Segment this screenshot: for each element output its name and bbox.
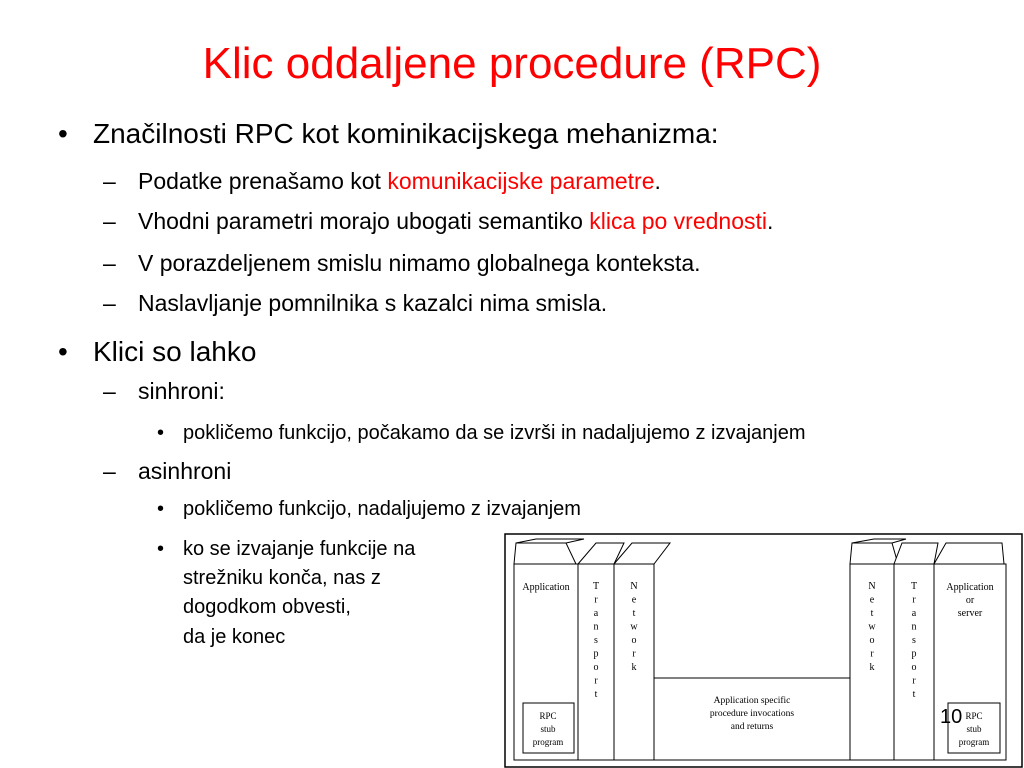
- transport-letter: r: [912, 675, 916, 687]
- transport-letter: r: [594, 675, 598, 687]
- transport-letter: a: [593, 608, 599, 619]
- transport-letter: p: [911, 648, 917, 660]
- client-stub-l3: program: [532, 737, 564, 747]
- server-app-l3: server: [957, 608, 983, 619]
- notify-line-3: dogodkom obvesti,: [183, 596, 351, 618]
- bullet-marker: •: [157, 498, 165, 520]
- dash-marker: –: [103, 168, 116, 194]
- subbullet-sync: [0, 378, 1024, 408]
- server-stub-l2: stub: [966, 724, 982, 734]
- transport-letter: r: [594, 594, 598, 606]
- transport-letter: t: [594, 689, 598, 700]
- server-app-l1: Application: [946, 582, 994, 593]
- client-app-label: Application: [522, 582, 570, 593]
- client-stack: [514, 539, 670, 760]
- network-letter: N: [630, 581, 638, 592]
- transport-letter: T: [910, 581, 918, 592]
- server-stack: [850, 539, 1006, 760]
- transport-letter: p: [593, 648, 599, 660]
- slide-title: Klic oddaljene procedure (RPC): [202, 39, 822, 88]
- subsubbullet-sync-desc: [0, 422, 1024, 448]
- bullet-marker: •: [58, 336, 68, 367]
- network-letter: e: [631, 594, 637, 606]
- bullet-characteristics: [0, 118, 1024, 154]
- bullet-text: Klici so lahko: [93, 336, 257, 367]
- transport-letter: a: [911, 608, 917, 619]
- bullet-text: Značilnosti RPC kot kominikacijskega mehanizma:: [93, 118, 719, 149]
- subbullet-semantics: [0, 208, 1024, 238]
- dash-marker: –: [103, 458, 116, 484]
- server-stub-l3: program: [958, 737, 990, 747]
- transport-letter: o: [593, 662, 599, 673]
- network-letter: o: [869, 635, 875, 646]
- bullet-marker: •: [157, 422, 165, 444]
- network-letter: r: [632, 648, 636, 660]
- subbullet-pointers: [0, 290, 1024, 320]
- dash-marker: –: [103, 290, 116, 316]
- network-letter: w: [868, 621, 876, 633]
- subbullet-text: Podatke prenašamo kot komunikacijske parametre.: [138, 168, 661, 194]
- network-letter: N: [868, 581, 876, 592]
- transport-letter: r: [912, 594, 916, 606]
- bullet-calls: [0, 336, 1024, 372]
- network-letter: w: [630, 621, 638, 633]
- subsubbullet-text: pokličemo funkcijo, počakamo da se izvrši in nadaljujemo z izvajanjem: [183, 422, 806, 444]
- subsubbullet-async-notify: [0, 538, 500, 658]
- subbullet-context: [0, 250, 1024, 280]
- client-stub-l1: RPC: [539, 711, 557, 721]
- subbullet-text: Vhodni parametri morajo ubogati semantiko klica po vrednosti.: [138, 208, 774, 234]
- center-l3: and returns: [730, 722, 774, 732]
- highlight-text: komunikacijske parametre: [387, 168, 655, 194]
- subbullet-async: [0, 458, 1024, 488]
- subsubbullet-text: pokličemo funkcijo, nadaljujemo z izvajanjem: [183, 498, 581, 520]
- dash-marker: –: [103, 208, 116, 234]
- subbullet-text: sinhroni:: [138, 378, 225, 404]
- rpc-diagram: [504, 533, 1024, 768]
- transport-letter: n: [911, 621, 917, 633]
- network-letter: r: [870, 648, 874, 660]
- page-number: 10: [940, 706, 963, 728]
- center-l2: procedure invocations: [709, 709, 795, 719]
- server-app-l2: or: [965, 595, 975, 606]
- client-stub-l2: stub: [540, 724, 556, 734]
- network-letter: k: [869, 662, 875, 673]
- subbullet-parameters: [0, 168, 1024, 198]
- transport-letter: o: [911, 662, 917, 673]
- network-letter: k: [631, 662, 637, 673]
- notify-line-2: strežniku konča, nas z: [183, 567, 381, 589]
- network-letter: t: [632, 608, 636, 619]
- dash-marker: –: [103, 378, 116, 404]
- network-letter: e: [869, 594, 875, 606]
- bullet-marker: •: [58, 118, 68, 149]
- bullet-marker: •: [157, 538, 165, 560]
- center-l1: Application specific: [713, 696, 791, 706]
- server-stub-l1: RPC: [965, 711, 983, 721]
- network-letter: t: [870, 608, 874, 619]
- subbullet-text: asinhroni: [138, 458, 232, 484]
- transport-letter: n: [593, 621, 599, 633]
- subsubbullet-async-desc: [0, 498, 1024, 524]
- transport-letter: s: [594, 635, 598, 646]
- network-letter: o: [631, 635, 637, 646]
- transport-letter: t: [912, 689, 916, 700]
- notify-line-4: da je konec: [183, 626, 286, 648]
- subbullet-text: Naslavljanje pomnilnika s kazalci nima smisla.: [138, 290, 608, 316]
- subbullet-text: V porazdeljenem smislu nimamo globalnega konteksta.: [138, 250, 701, 276]
- transport-letter: s: [912, 635, 916, 646]
- notify-line-1: ko se izvajanje funkcije na: [183, 538, 416, 560]
- center-link-box: [654, 678, 850, 760]
- highlight-text: klica po vrednosti: [589, 208, 767, 234]
- dash-marker: –: [103, 250, 116, 276]
- transport-letter: T: [592, 581, 600, 592]
